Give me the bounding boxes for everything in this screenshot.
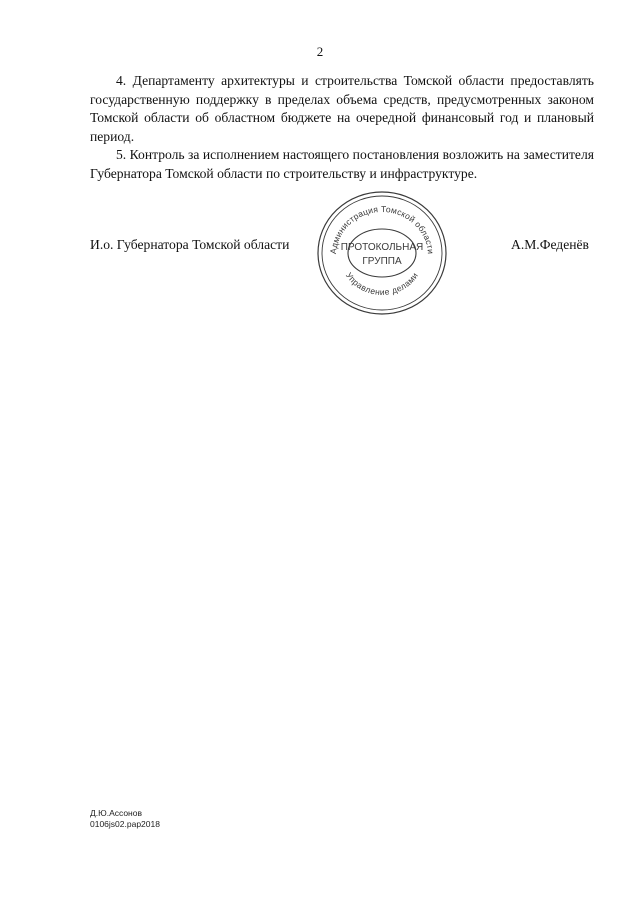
footer-file-ref: 0106js02.pap2018 <box>90 818 160 829</box>
signatory-name: А.М.Феденёв <box>511 237 589 252</box>
stamp-center-line1: ПРОТОКОЛЬНАЯ <box>340 242 424 253</box>
stamp-center-line2: ГРУППА <box>362 256 402 267</box>
page-number: 2 <box>316 44 324 59</box>
stamp-seal-icon <box>314 188 450 318</box>
paragraph-4: 4. Департаменту архитектуры и строительства Томской области предоставлять государственную поддержку в пределах объема средств, предусмотренных законом Томской области об областном бюджете на очередной финансовый год и плановый период. <box>90 73 594 144</box>
svg-text:Управление делами <box>344 270 420 297</box>
document-body <box>90 72 594 183</box>
stamp-outer-bottom-text: Управление делами <box>343 270 421 297</box>
stamp-outer-top-text: Администрация Томской области <box>327 203 436 255</box>
official-stamp <box>314 188 450 318</box>
footer-author: Д.Ю.Ассонов <box>90 808 142 818</box>
signatory-position: И.о. Губернатора Томской области <box>90 237 290 252</box>
document-footer <box>90 808 160 829</box>
paragraph-5: 5. Контроль за исполнением настоящего постановления возложить на заместителя Губернатора Томской области по строительству и инфраструктуре. <box>90 147 594 181</box>
